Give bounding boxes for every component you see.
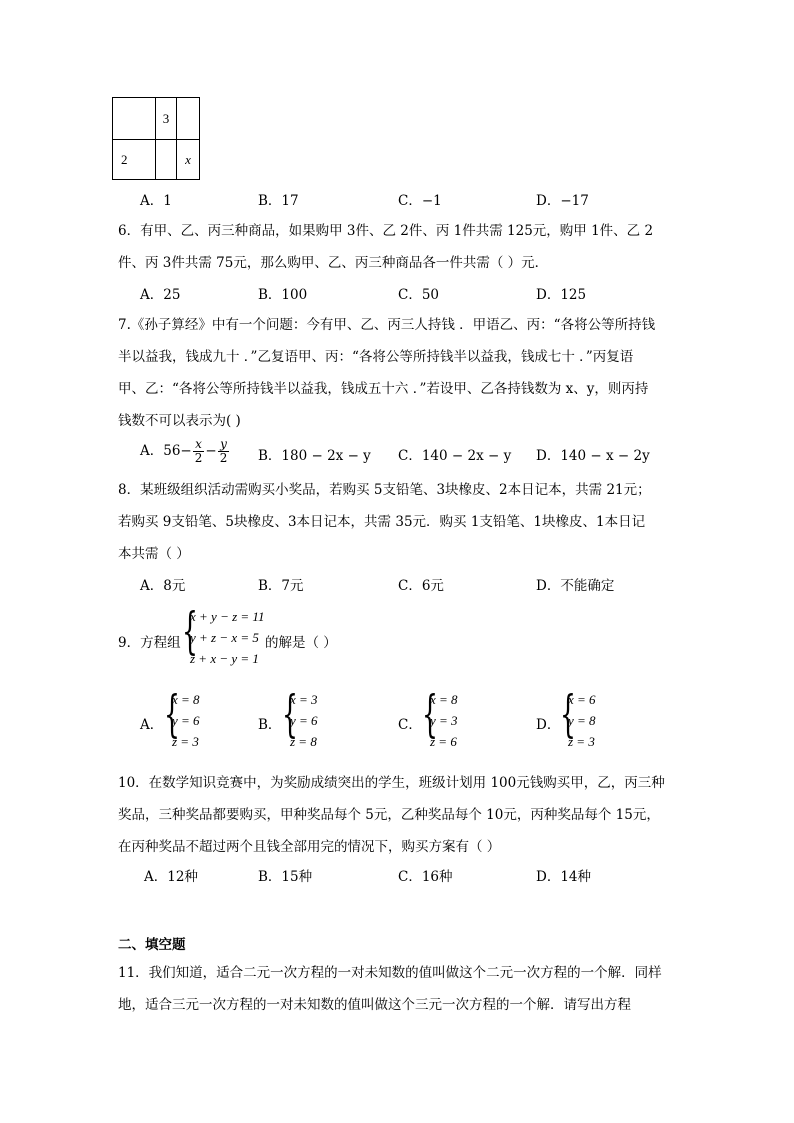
grid-cell xyxy=(177,98,200,140)
equation: z = 8 xyxy=(290,734,317,749)
equation: y = 3 xyxy=(430,713,458,728)
option-a: A．1 xyxy=(140,193,172,209)
grid-cell xyxy=(113,98,156,140)
equation: z + x − y = 1 xyxy=(190,651,259,666)
q10-line2: 奖品，三种奖品都要购买，甲种奖品每个 5元，乙种奖品每个 10元，丙种奖品每个 15元， xyxy=(118,807,660,823)
option-d: D．14种 xyxy=(536,869,592,885)
grid-cell: 3 xyxy=(156,98,177,140)
numerator: x xyxy=(193,438,205,452)
q6-line1: 6．有甲、乙、丙三种商品，如果购甲 3件、乙 2件、丙 1件共需 125元，购甲 1件、乙 2 xyxy=(118,223,654,239)
brace-icon: { xyxy=(182,602,198,660)
number-grid xyxy=(112,97,200,180)
equation-system xyxy=(182,602,265,672)
equation: y = 6 xyxy=(290,713,318,728)
q7-line4: 钱数不可以表示为( ) xyxy=(118,413,241,429)
q11-line2: 地，适合三元一次方程的一对未知数的值叫做这个三元一次方程的一个解．请写出方程 xyxy=(118,997,631,1013)
q7-line1: 7.《孙子算经》中有一个问题：今有甲、乙、丙三人持钱 ．甲语乙、丙：“各将公等所持钱 xyxy=(118,317,656,333)
equation: x = 3 xyxy=(290,692,318,707)
denominator: 2 xyxy=(194,451,203,465)
option-b: B．180 − 2x − y xyxy=(258,448,371,464)
q11-line1: 11．我们知道，适合二元一次方程的一对未知数的值叫做这个二元一次方程的一个解．同样 xyxy=(118,965,662,981)
brace-icon: { xyxy=(422,685,438,743)
option-label: A． xyxy=(140,717,164,733)
option-b: B．100 xyxy=(258,287,308,303)
option-b: B．17 xyxy=(258,193,299,209)
equation: x = 8 xyxy=(430,692,458,707)
q8-line1: 8．某班级组织活动需购买小奖品，若购买 5支铅笔、3块橡皮、2本日记本，共需 21元； xyxy=(118,482,651,498)
fraction xyxy=(218,438,230,465)
option-a: A．8元 xyxy=(140,578,186,594)
equation: x = 8 xyxy=(172,692,200,707)
equation: z = 6 xyxy=(430,734,457,749)
option-label: C． xyxy=(398,717,422,733)
equation: x = 6 xyxy=(568,692,596,707)
minus-sign: − xyxy=(205,443,217,459)
equation: z = 3 xyxy=(568,734,595,749)
q6-line2: 件、丙 3件共需 75元，那么购甲、乙、丙三种商品各一件共需（ ）元． xyxy=(118,255,549,271)
option-c: C．−1 xyxy=(398,193,442,209)
solution-system xyxy=(560,685,620,755)
q9-suffix: 的解是（ ） xyxy=(265,635,337,651)
option-b: B．15种 xyxy=(258,869,313,885)
q8-line2: 若购买 9支铅笔、5块橡皮、3本日记本，共需 35元．购买 1支铅笔、1块橡皮、1本日记 xyxy=(118,514,646,530)
q9-prefix: 9．方程组 xyxy=(118,635,181,651)
numerator: y xyxy=(218,438,230,452)
option-d: D．140 − x − 2y xyxy=(536,448,650,464)
option-c: C．6元 xyxy=(398,578,444,594)
solution-system xyxy=(282,685,342,755)
option-a: A．25 xyxy=(140,287,181,303)
fraction xyxy=(193,438,205,465)
denominator: 2 xyxy=(219,451,228,465)
option-d: D．125 xyxy=(536,287,587,303)
option-d: D．−17 xyxy=(536,193,589,209)
option-d: D．不能确定 xyxy=(536,578,615,594)
option-label: D． xyxy=(536,717,561,733)
equation: y + z − x = 5 xyxy=(190,630,259,645)
option-b: B．7元 xyxy=(258,578,304,594)
q10-line3: 在丙种奖品不超过两个且钱全部用完的情况下，购买方案有（ ） xyxy=(118,839,501,855)
option-c: C．140 − 2x − y xyxy=(398,448,512,464)
q7-line3: 甲、乙：“各将公等所持钱半以益我，钱成五十六 ．”若设甲、乙各持钱数为 x、y，则丙持 xyxy=(118,381,649,397)
solution-system xyxy=(422,685,482,755)
equation: y = 6 xyxy=(172,713,200,728)
brace-icon: { xyxy=(164,685,180,743)
equation: y = 8 xyxy=(568,713,596,728)
section-title: 二、填空题 xyxy=(118,937,186,953)
brace-icon: { xyxy=(560,685,576,743)
option-a: A．12种 xyxy=(144,869,198,885)
q10-line1: 10．在数学知识竞赛中，为奖励成绩突出的学生，班级计划用 100元钱购买甲，乙，丙三种 xyxy=(118,775,665,791)
equation: x + y − z = 11 xyxy=(190,609,265,624)
solution-system xyxy=(164,685,224,755)
option-c: C．16种 xyxy=(398,869,453,885)
option-label: B． xyxy=(258,717,282,733)
q7-line2: 半以益我，钱成九十 ．”乙复语甲、丙：“各将公等所持钱半以益我，钱成七十 ．”丙复语 xyxy=(118,349,634,365)
grid-cell: 2 xyxy=(113,140,156,180)
option-a-prefix: A．56− xyxy=(140,443,192,459)
option-c: C．50 xyxy=(398,287,440,303)
grid-cell: x xyxy=(177,140,200,180)
q8-line3: 本共需（ ） xyxy=(118,546,190,562)
option-a xyxy=(140,438,230,465)
grid-cell xyxy=(156,140,177,180)
brace-icon: { xyxy=(282,685,298,743)
equation: z = 3 xyxy=(172,734,199,749)
